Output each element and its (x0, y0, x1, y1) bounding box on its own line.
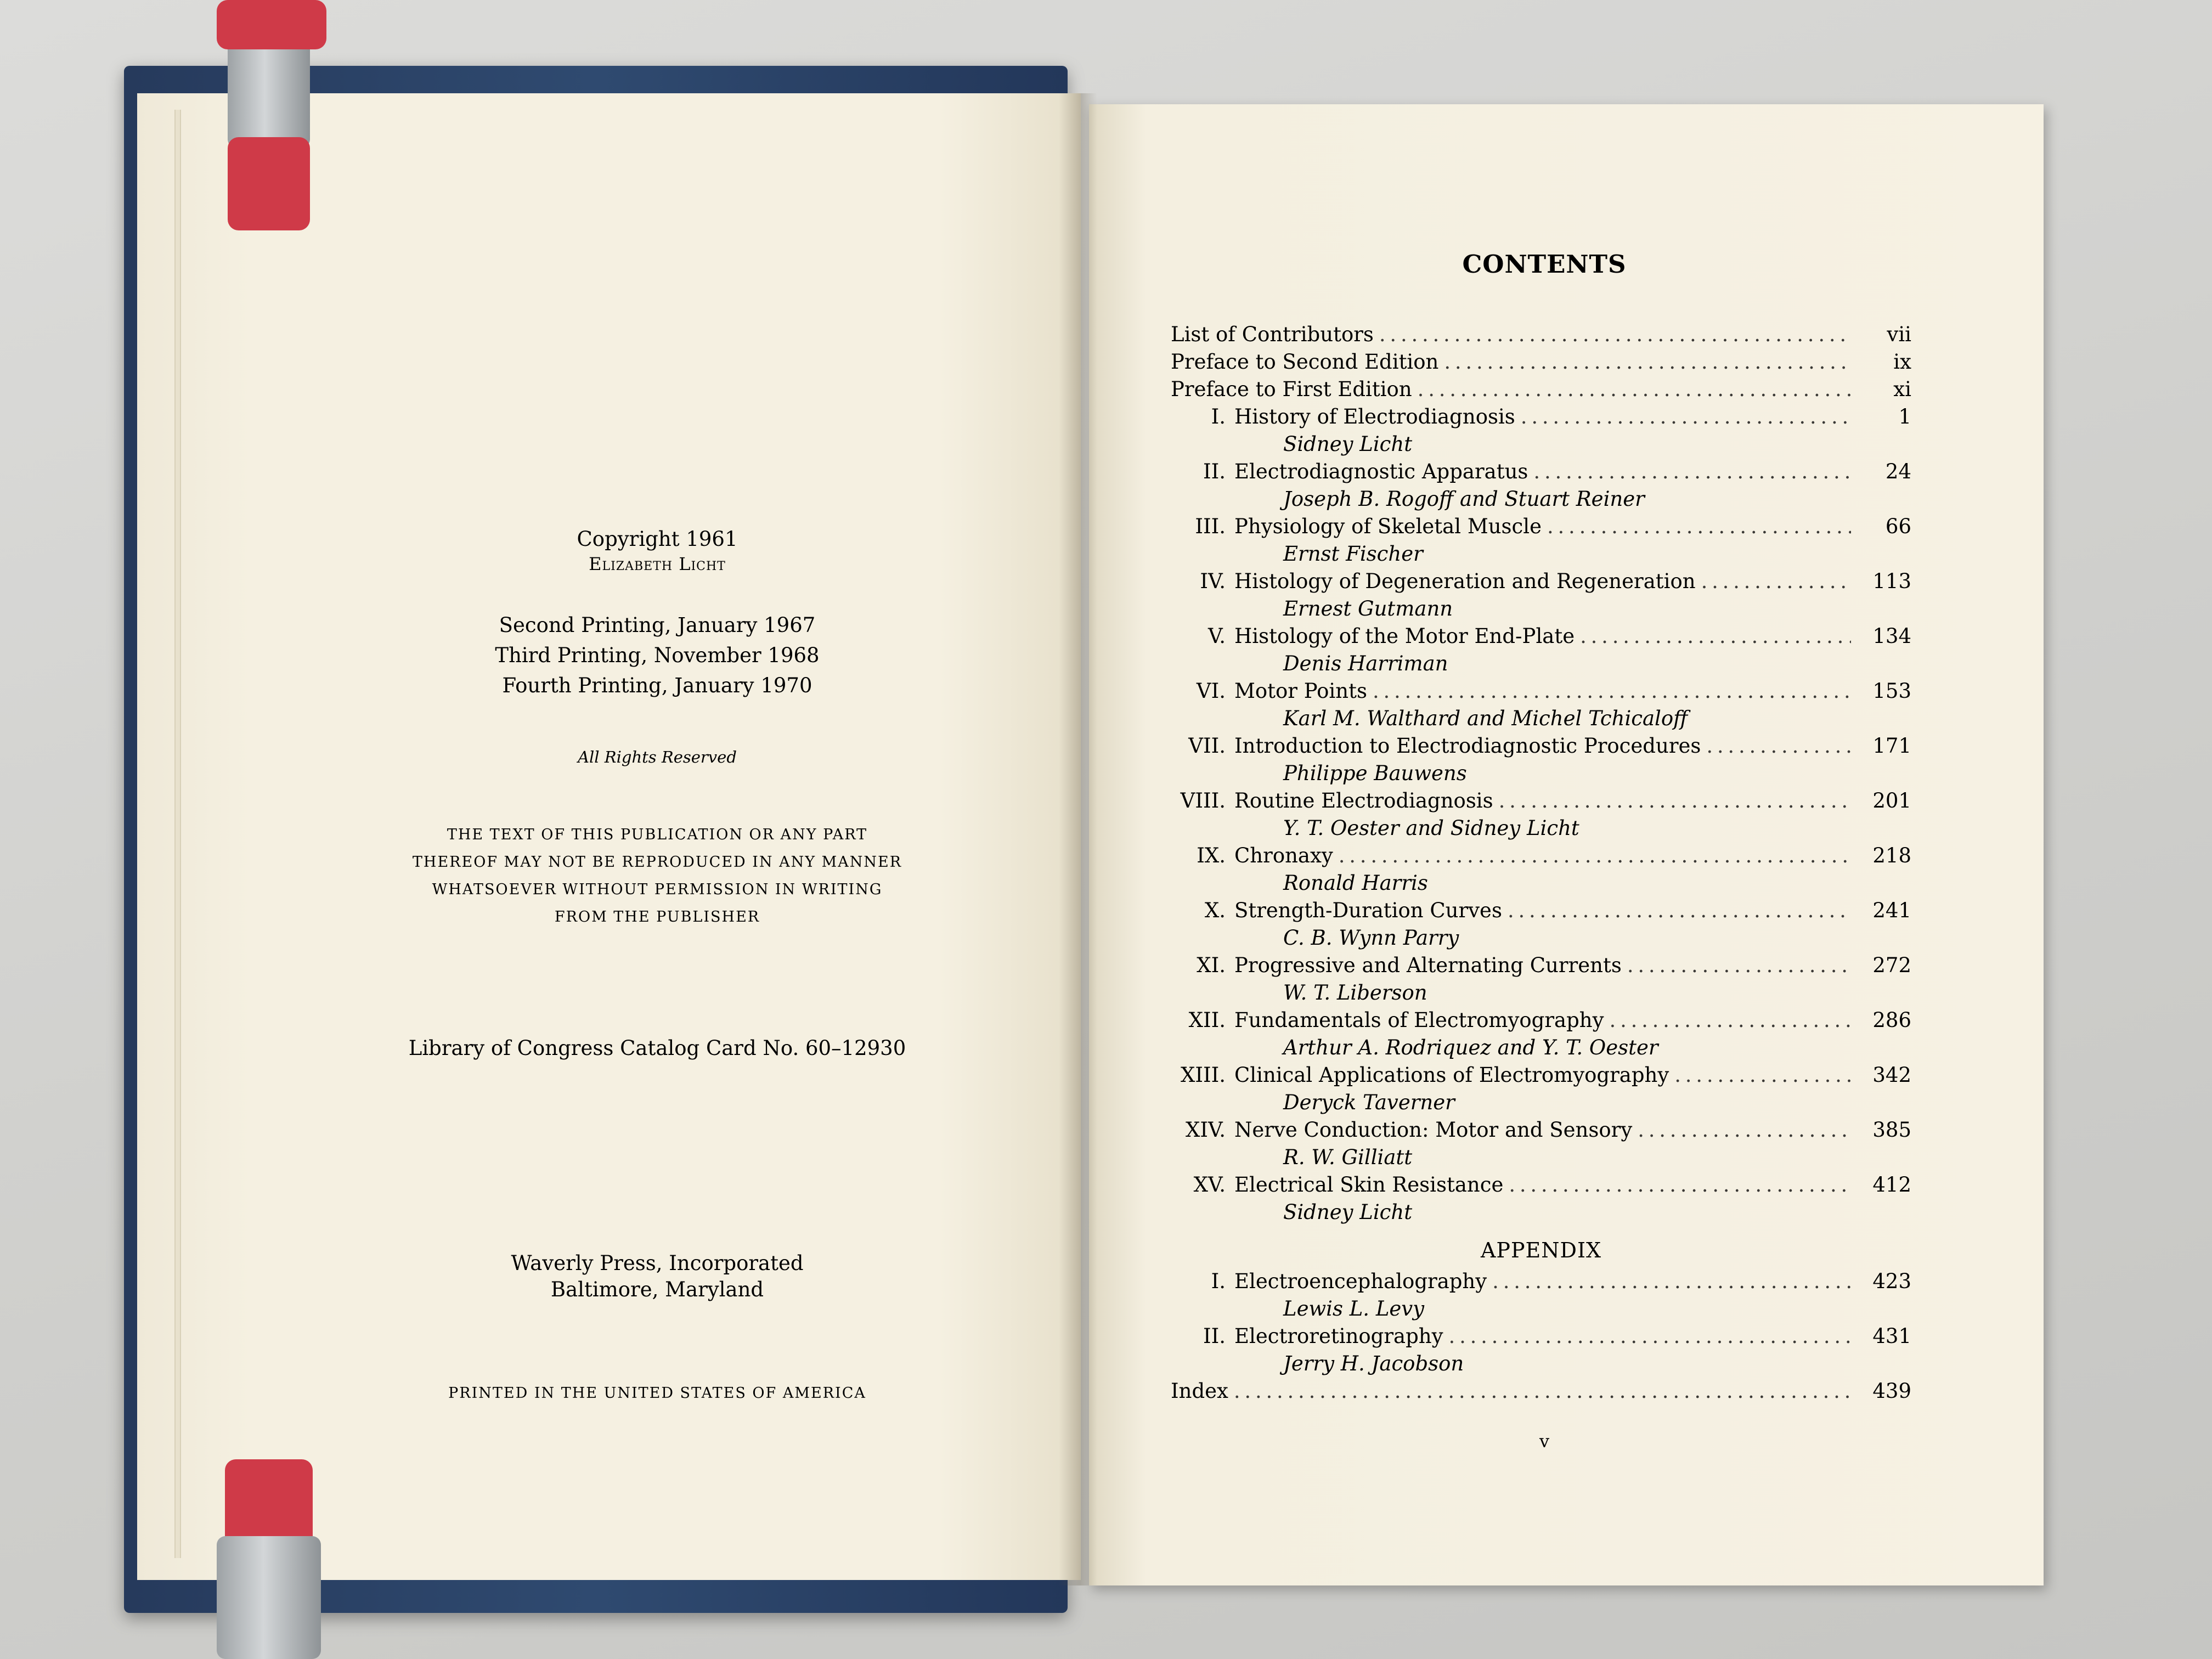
dot-leader (1509, 1173, 1851, 1197)
dot-leader (1533, 460, 1851, 483)
printing-line: Second Printing, January 1967 (499, 613, 816, 637)
toc-chapter (1171, 624, 1911, 652)
dot-leader (1547, 515, 1851, 538)
chapter-title: Motor Points (1234, 679, 1367, 703)
dot-leader (1449, 1324, 1851, 1348)
toc-chapter (1171, 679, 1911, 707)
dot-leader (1234, 1379, 1851, 1403)
chapter-page: 66 (1885, 515, 1911, 538)
chapter-title: Histology of Degeneration and Regeneration (1234, 569, 1696, 593)
contents-title: CONTENTS (1462, 250, 1627, 279)
toc-chapter (1171, 844, 1911, 871)
chapter-number: III. (1195, 515, 1226, 538)
copyright-line: Copyright 1961 (577, 527, 738, 551)
chapter-number: VIII. (1180, 789, 1226, 812)
toc-entry (1171, 1379, 1911, 1407)
toc-chapter (1171, 1118, 1911, 1146)
publisher-location: Baltimore, Maryland (550, 1278, 764, 1301)
chapter-title: History of Electrodiagnosis (1234, 405, 1515, 428)
appendix-page: 423 (1872, 1269, 1911, 1293)
chapter-title: Fundamentals of Electromyography (1234, 1008, 1604, 1032)
toc-chapter (1171, 1063, 1911, 1091)
notice-line: THE TEXT OF THIS PUBLICATION OR ANY PART (447, 826, 868, 843)
appendix-page: 431 (1872, 1324, 1911, 1348)
chapter-number: II. (1203, 460, 1226, 483)
chapter-title: Routine Electrodiagnosis (1234, 789, 1493, 812)
toc-chapter (1171, 405, 1911, 432)
publisher-name: Waverly Press, Incorporated (511, 1251, 804, 1275)
notice-line: WHATSOEVER WITHOUT PERMISSION IN WRITING (432, 881, 883, 898)
chapter-page: 134 (1872, 624, 1911, 648)
toc-chapter (1171, 460, 1911, 487)
chapter-title: Clinical Applications of Electromyography (1234, 1063, 1669, 1087)
chapter-page: 286 (1872, 1008, 1911, 1032)
toc-chapter (1171, 734, 1911, 761)
chapter-author: Sidney Licht (1283, 1200, 1413, 1224)
toc-page: ix (1893, 350, 1911, 374)
chapter-number: XV. (1193, 1173, 1226, 1197)
chapter-page: 241 (1872, 899, 1911, 922)
chapter-page: 342 (1872, 1063, 1911, 1087)
chapter-title: Chronaxy (1234, 844, 1333, 867)
appendix-number: II. (1203, 1324, 1226, 1348)
chapter-number: XIII. (1181, 1063, 1226, 1087)
chapter-author: Arthur A. Rodriquez and Y. T. Oester (1283, 1036, 1658, 1059)
chapter-title: Histology of the Motor End-Plate (1234, 624, 1575, 648)
chapter-number: IV. (1200, 569, 1226, 593)
chapter-page: 113 (1872, 569, 1911, 593)
toc-appendix (1171, 1269, 1911, 1297)
chapter-author: Ernest Gutmann (1283, 597, 1453, 620)
chapter-number: VI. (1196, 679, 1226, 703)
chapter-title: Progressive and Alternating Currents (1234, 953, 1622, 977)
dot-leader (1418, 377, 1851, 401)
dot-leader (1580, 624, 1851, 648)
toc-label: List of Contributors (1171, 323, 1374, 346)
dot-leader (1444, 350, 1851, 374)
page-folio: v (1539, 1431, 1550, 1452)
binder-clip-bottom (217, 1459, 326, 1659)
dot-leader (1701, 569, 1851, 593)
notice-line: FROM THE PUBLISHER (554, 909, 760, 926)
chapter-number: XIV. (1186, 1118, 1226, 1142)
printing-line: Third Printing, November 1968 (495, 644, 820, 667)
chapter-author: Sidney Licht (1283, 432, 1413, 456)
toc-chapter (1171, 1173, 1911, 1200)
chapter-page: 1 (1898, 405, 1911, 428)
book-gutter (1059, 93, 1097, 1585)
toc-label: Preface to First Edition (1171, 377, 1412, 401)
chapter-author: Philippe Bauwens (1283, 761, 1467, 785)
dot-leader (1610, 1008, 1851, 1032)
toc-entry (1171, 323, 1911, 350)
dot-leader (1499, 789, 1851, 812)
chapter-page: 24 (1885, 460, 1911, 483)
toc-chapter (1171, 1008, 1911, 1036)
appendix-heading: APPENDIX (1480, 1238, 1602, 1262)
toc-chapter (1171, 899, 1911, 926)
chapter-author: Denis Harriman (1283, 652, 1448, 675)
chapter-author: Ernst Fischer (1283, 542, 1423, 566)
appendix-author: Lewis L. Levy (1283, 1297, 1425, 1321)
chapter-page: 412 (1872, 1173, 1911, 1197)
toc-page: xi (1893, 377, 1911, 401)
appendix-author: Jerry H. Jacobson (1283, 1352, 1464, 1375)
table-of-contents (1171, 323, 1911, 1407)
dot-leader (1521, 405, 1851, 428)
page-edge (174, 110, 181, 1558)
binder-clip-top (217, 0, 326, 230)
chapter-title: Strength-Duration Curves (1234, 899, 1502, 922)
dot-leader (1706, 734, 1851, 758)
chapter-author: Karl M. Walthard and Michel Tchicaloff (1283, 707, 1688, 730)
chapter-author: Joseph B. Rogoff and Stuart Reiner (1283, 487, 1645, 511)
chapter-title: Electrical Skin Resistance (1234, 1173, 1504, 1197)
chapter-number: X. (1204, 899, 1226, 922)
dot-leader (1508, 899, 1851, 922)
chapter-author: W. T. Liberson (1283, 981, 1427, 1005)
dot-leader (1627, 953, 1851, 977)
chapter-page: 218 (1872, 844, 1911, 867)
toc-label: Preface to Second Edition (1171, 350, 1439, 374)
dot-leader (1379, 323, 1851, 346)
toc-entry (1171, 377, 1911, 405)
notice-line: THEREOF MAY NOT BE REPRODUCED IN ANY MANNER (412, 854, 902, 871)
dot-leader (1339, 844, 1851, 867)
chapter-author: Ronald Harris (1283, 871, 1428, 895)
printed-in: PRINTED IN THE UNITED STATES OF AMERICA (448, 1385, 866, 1402)
index-label: Index (1171, 1379, 1228, 1403)
catalog-number: Library of Congress Catalog Card No. 60–12930 (408, 1036, 906, 1060)
dot-leader (1638, 1118, 1851, 1142)
chapter-number: XI. (1197, 953, 1226, 977)
chapter-author: Deryck Taverner (1283, 1091, 1455, 1114)
chapter-page: 201 (1872, 789, 1911, 812)
toc-page: vii (1887, 323, 1911, 346)
rights-reserved: All Rights Reserved (578, 748, 737, 766)
chapter-number: IX. (1197, 844, 1226, 867)
toc-chapter (1171, 569, 1911, 597)
printing-line: Fourth Printing, January 1970 (502, 674, 812, 697)
dot-leader (1492, 1269, 1851, 1293)
appendix-title: Electroencephalography (1234, 1269, 1487, 1293)
chapter-author: R. W. Gilliatt (1283, 1146, 1413, 1169)
dot-leader (1674, 1063, 1851, 1087)
chapter-title: Physiology of Skeletal Muscle (1234, 515, 1542, 538)
chapter-title: Electrodiagnostic Apparatus (1234, 460, 1528, 483)
index-page: 439 (1872, 1379, 1911, 1403)
chapter-page: 171 (1872, 734, 1911, 758)
toc-chapter (1171, 953, 1911, 981)
appendix-title: Electroretinography (1234, 1324, 1443, 1348)
copyright-holder: Elizabeth Licht (589, 554, 726, 574)
toc-entry (1171, 350, 1911, 377)
chapter-title: Nerve Conduction: Motor and Sensory (1234, 1118, 1633, 1142)
chapter-title: Introduction to Electrodiagnostic Procedures (1234, 734, 1701, 758)
chapter-page: 272 (1872, 953, 1911, 977)
appendix-number: I. (1211, 1269, 1226, 1293)
chapter-page: 385 (1872, 1118, 1911, 1142)
toc-chapter (1171, 789, 1911, 816)
chapter-author: C. B. Wynn Parry (1283, 926, 1459, 950)
chapter-number: XII. (1188, 1008, 1226, 1032)
dot-leader (1373, 679, 1851, 703)
toc-appendix (1171, 1324, 1911, 1352)
chapter-number: VII. (1188, 734, 1226, 758)
chapter-page: 153 (1872, 679, 1911, 703)
toc-chapter (1171, 515, 1911, 542)
chapter-author: Y. T. Oester and Sidney Licht (1283, 816, 1579, 840)
chapter-number: I. (1211, 405, 1226, 428)
chapter-number: V. (1207, 624, 1226, 648)
